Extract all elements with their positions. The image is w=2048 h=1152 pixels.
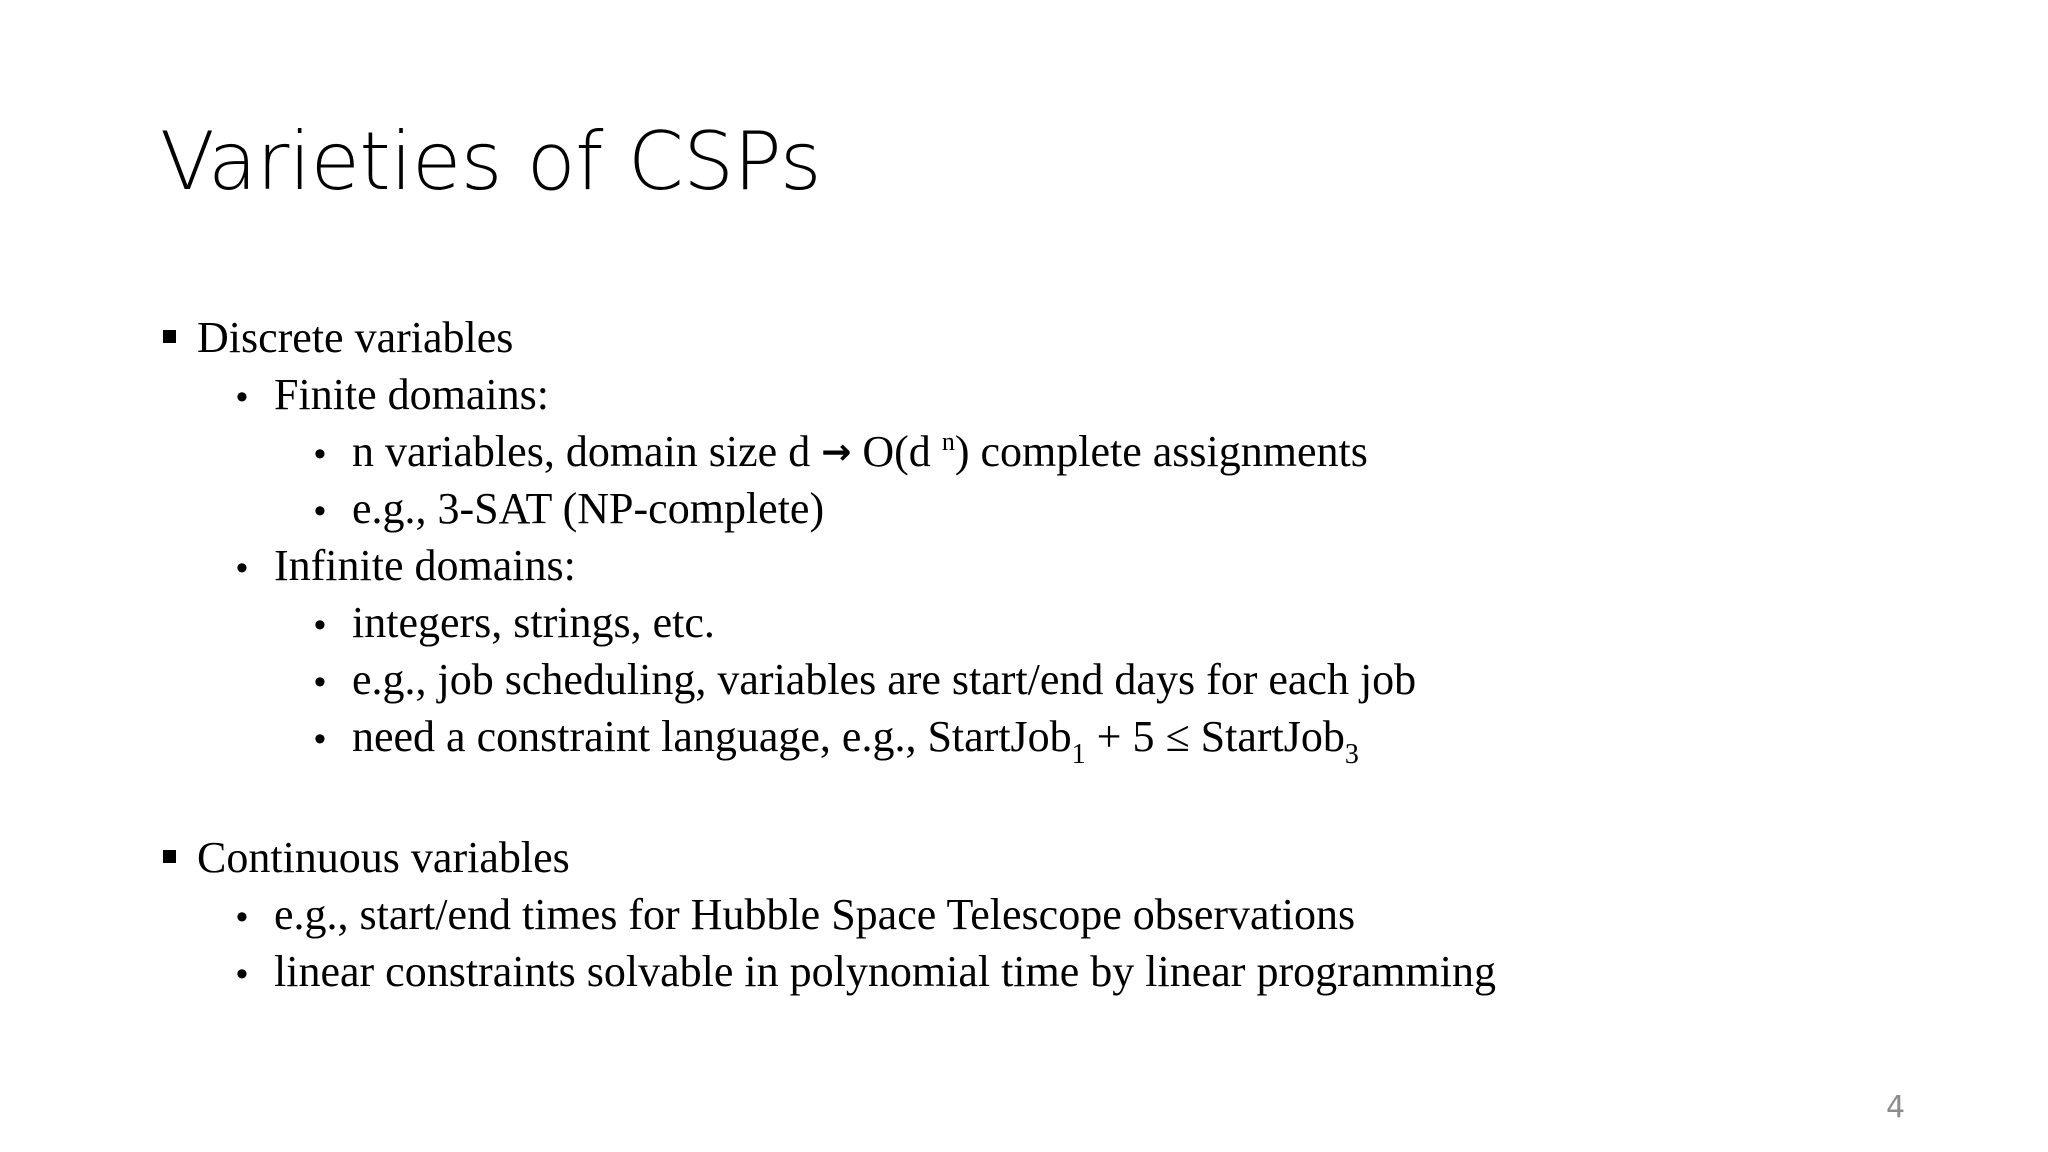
- dot-bullet-icon: •: [314, 663, 326, 701]
- bullet-infinite-domains: Infinite domains:: [274, 541, 576, 590]
- bullet-continuous-variables: Continuous variables: [197, 833, 570, 882]
- dot-bullet-icon: •: [314, 720, 326, 758]
- page-number: 4: [1886, 1090, 1906, 1125]
- dot-bullet-icon: •: [236, 955, 248, 993]
- assignments-text-order: O(d: [862, 427, 931, 476]
- bullet-infinite-item-integers: integers, strings, etc.: [352, 598, 715, 647]
- assignments-text-start: n variables, domain size d: [352, 427, 811, 476]
- bullet-continuous-item-linear: linear constraints solvable in polynomial time by linear programming: [274, 947, 1496, 996]
- bullet-finite-item-3sat: e.g., 3-SAT (NP-complete): [352, 484, 825, 533]
- dot-bullet-icon: •: [236, 898, 248, 936]
- dot-bullet-icon: •: [236, 378, 248, 416]
- arrow-right-icon: →: [821, 432, 852, 473]
- square-bullet-icon: [163, 850, 176, 863]
- constraint-text-start: need a constraint language, e.g., StartJob: [352, 712, 1072, 761]
- bullet-finite-domains: Finite domains:: [274, 370, 549, 419]
- subscript-1: 1: [1071, 739, 1086, 770]
- subscript-3: 3: [1344, 739, 1359, 770]
- exponent-n: n: [941, 427, 955, 456]
- bullet-finite-item-assignments: [352, 427, 1368, 476]
- slide-title: Varieties of CSPs: [160, 115, 821, 208]
- bullet-infinite-item-constraint-language: [352, 712, 1359, 770]
- dot-bullet-icon: •: [314, 492, 326, 530]
- dot-bullet-icon: •: [236, 549, 248, 587]
- bullet-infinite-item-scheduling: e.g., job scheduling, variables are start/end days for each job: [352, 655, 1417, 704]
- assignments-text-end: ) complete assignments: [954, 427, 1368, 476]
- dot-bullet-icon: •: [314, 435, 326, 473]
- bullet-continuous-item-hubble: e.g., start/end times for Hubble Space Telescope observations: [274, 890, 1356, 939]
- dot-bullet-icon: •: [314, 606, 326, 644]
- bullet-discrete-variables: Discrete variables: [197, 313, 514, 362]
- constraint-text-middle: + 5 ≤ StartJob: [1085, 712, 1345, 761]
- square-bullet-icon: [163, 330, 176, 343]
